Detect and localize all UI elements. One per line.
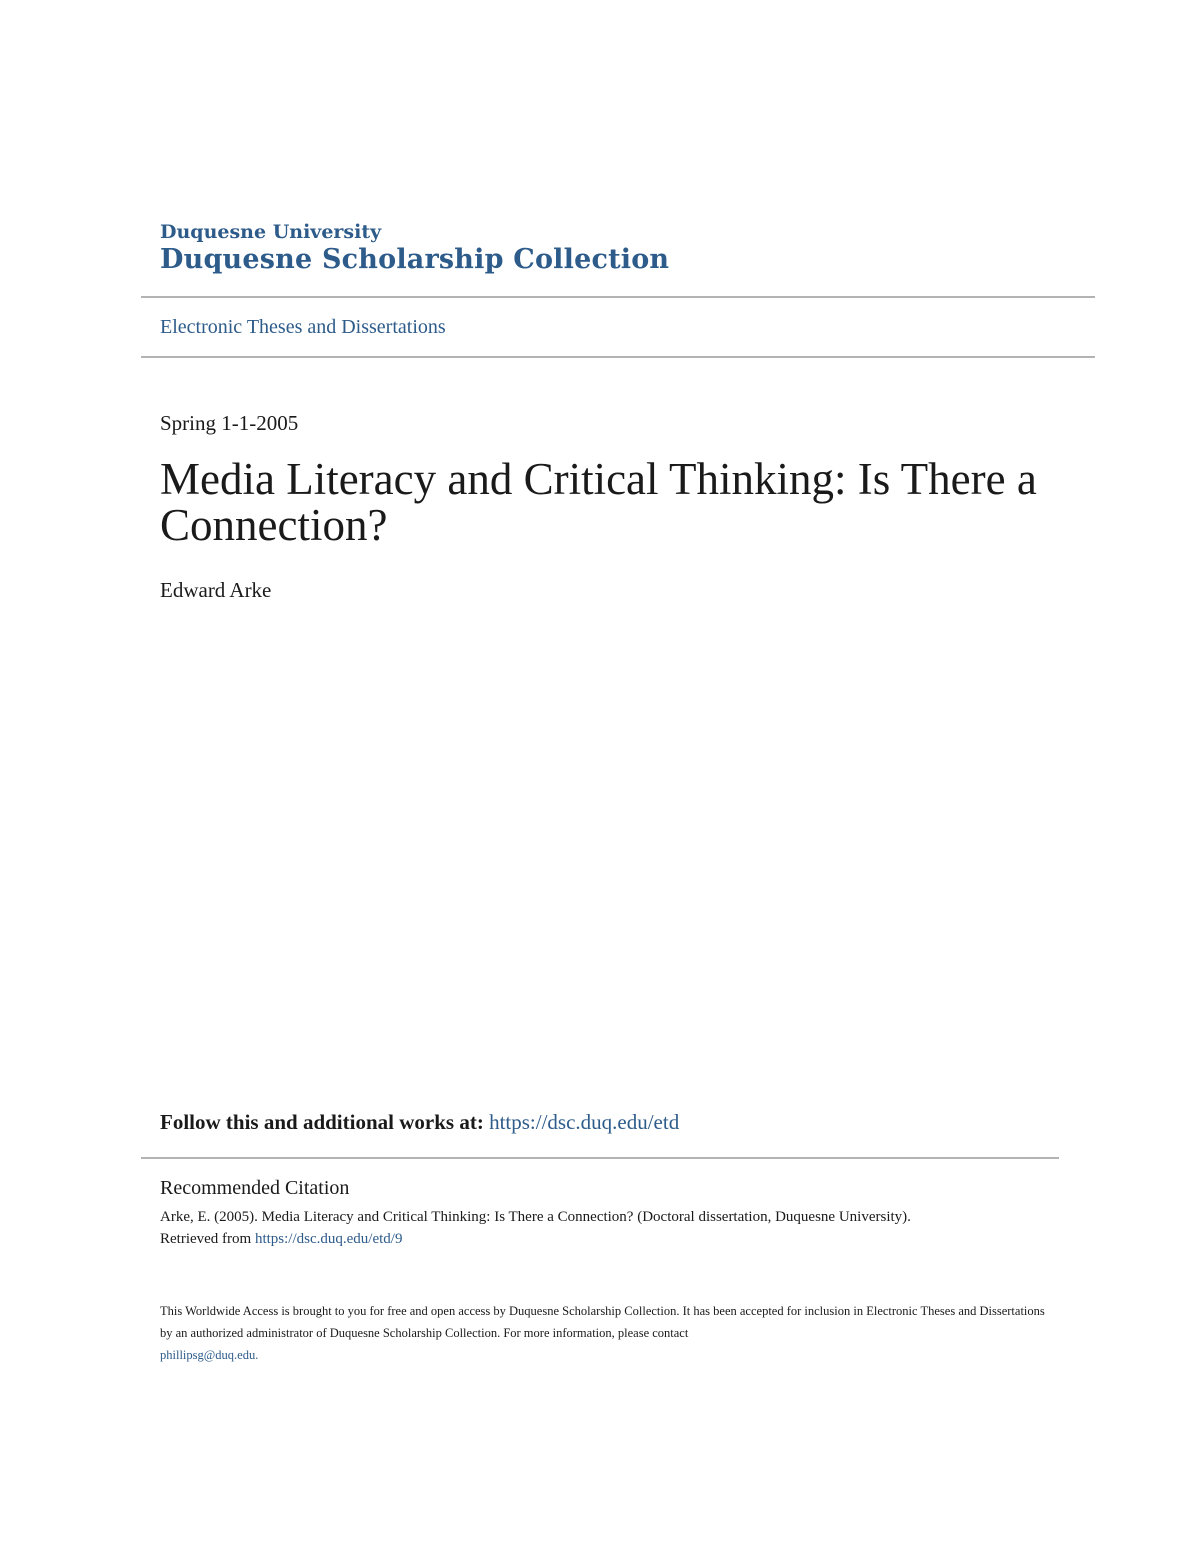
- document-title: Media Literacy and Critical Thinking: Is There a Connection?: [160, 454, 1037, 550]
- series-link[interactable]: Electronic Theses and Dissertations: [160, 316, 446, 338]
- university-name: Duquesne University: [160, 221, 382, 243]
- series-divider: [141, 356, 1095, 358]
- citation-heading: Recommended Citation: [160, 1177, 350, 1199]
- citation-body: [160, 1206, 1040, 1250]
- citation-text: Arke, E. (2005). Media Literacy and Critical Thinking: Is There a Connection? (Doctoral dissertation, Duquesne University).: [160, 1209, 911, 1225]
- follow-link[interactable]: https://dsc.duq.edu/etd: [489, 1110, 680, 1134]
- collection-name: Duquesne Scholarship Collection: [160, 244, 670, 275]
- follow-label: Follow this and additional works at:: [160, 1110, 484, 1134]
- publication-date: Spring 1-1-2005: [160, 411, 299, 435]
- top-divider: [141, 296, 1095, 298]
- contact-email-link[interactable]: phillipsg@duq.edu.: [160, 1348, 259, 1362]
- retrieved-label: Retrieved from: [160, 1231, 252, 1247]
- author-name: Edward Arke: [160, 578, 272, 602]
- notice-text: This Worldwide Access is brought to you for free and open access by Duquesne Scholarship Collection. It has been accepted for inclusion in Electronic Theses and Dissertations by an authorized administrator of Duquesne Scholarship Collection. For more information, please contact: [160, 1304, 1045, 1340]
- access-notice: [160, 1300, 1050, 1366]
- follow-line: [160, 1110, 679, 1135]
- citation-divider: [141, 1157, 1059, 1159]
- citation-link[interactable]: https://dsc.duq.edu/etd/9: [254, 1231, 403, 1247]
